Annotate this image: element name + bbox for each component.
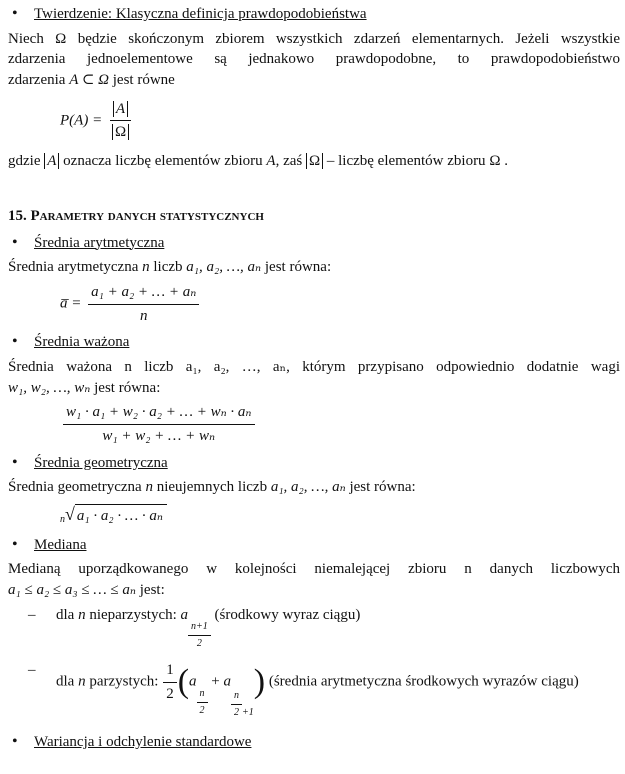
theorem-text-1: Niech Ω będzie skończonym zbiorem wszystkich zdarzeń elementarnych. Jeżeli wszystkie bbox=[8, 30, 620, 47]
where-pre: gdzie bbox=[8, 153, 41, 170]
median-even-plus: + bbox=[211, 674, 220, 691]
median-even-a2: a bbox=[223, 674, 232, 691]
median-even-label: parzystych: bbox=[89, 674, 159, 691]
median-line2-seq: a₁ ≤ a₂ ≤ a₃ ≤ … ≤ aₙ bbox=[8, 582, 136, 599]
geometric-title: Średnia geometryczna bbox=[34, 454, 168, 471]
median-even-sub2 bbox=[231, 689, 254, 720]
median-even-s1-den: 2 bbox=[199, 704, 205, 716]
weighted-fraction bbox=[63, 402, 255, 446]
median-odd-sub-den: 2 bbox=[196, 637, 202, 649]
root-index: n bbox=[60, 514, 65, 526]
median-odd-a: a bbox=[180, 606, 189, 623]
variance-title: Wariancja i odchylenie standardowe bbox=[34, 733, 252, 750]
theorem-text-2: zdarzenia jednoelementowe są jednakowo prawdopodobne, to prawdopodobieństwo bbox=[8, 51, 620, 68]
median-title: Mediana bbox=[34, 536, 87, 553]
median-even-case bbox=[8, 660, 620, 719]
mean-fraction bbox=[88, 282, 199, 326]
probability-numerator: A bbox=[113, 101, 128, 117]
median-odd-label: nieparzystych: bbox=[89, 606, 177, 623]
median-odd-desc: (środkowy wyraz ciągu) bbox=[214, 606, 361, 623]
median-even-s2-num: n bbox=[231, 689, 242, 705]
median-odd-n: n bbox=[78, 606, 86, 623]
weighted-line2-seq: w₁, w₂, …, wₙ bbox=[8, 379, 91, 396]
mean-text-n: n bbox=[142, 259, 150, 276]
theorem-heading bbox=[8, 4, 620, 25]
mean-numerator: a₁ + a₂ + … + aₙ bbox=[88, 282, 199, 305]
theorem-paragraph-line3 bbox=[8, 70, 620, 91]
weighted-text-line1 bbox=[8, 357, 620, 378]
probability-denominator: Ω bbox=[112, 124, 129, 140]
median-even-s2-den: 2 bbox=[234, 706, 240, 718]
root-radicand: a₁ · a₂ · … · aₙ bbox=[75, 504, 167, 527]
median-odd-case bbox=[8, 605, 620, 651]
probability-lhs: P(A) = bbox=[60, 112, 103, 129]
mean-text bbox=[8, 257, 620, 278]
median-half-num: 1 bbox=[163, 660, 177, 683]
radical-sign-icon: √ bbox=[65, 504, 75, 525]
mean-text-pre: Średnia arytmetyczna bbox=[8, 259, 139, 276]
theorem-text-3a: zdarzenia bbox=[8, 72, 66, 89]
median-odd-sub-num: n+1 bbox=[188, 620, 211, 636]
geometric-text-seq: a₁, a₂, …, aₙ bbox=[270, 479, 346, 496]
median-text-line2 bbox=[8, 580, 620, 601]
where-mid: oznacza liczbę elementów zbioru bbox=[63, 153, 263, 170]
variance-heading bbox=[8, 732, 620, 753]
geometric-text-n: n bbox=[145, 479, 153, 496]
theorem-title: Twierdzenie: Klasyczna definicja prawdopodobieństwa bbox=[34, 6, 367, 22]
mean-lhs: a̅ = bbox=[60, 295, 82, 312]
left-paren-icon: ( bbox=[177, 663, 190, 701]
right-paren-icon: ) bbox=[253, 663, 266, 701]
where-mid2: , zaś bbox=[275, 153, 303, 170]
where-set-a: A bbox=[266, 153, 276, 170]
probability-formula bbox=[60, 99, 620, 143]
theorem-paragraph-line2 bbox=[8, 49, 620, 70]
geometric-heading bbox=[8, 453, 620, 474]
weighted-line2-post: jest równa: bbox=[94, 379, 161, 396]
median-even-sub1 bbox=[197, 687, 208, 718]
weighted-heading bbox=[8, 332, 620, 353]
median-heading bbox=[8, 535, 620, 556]
mean-denominator: n bbox=[139, 307, 148, 324]
geometric-text-pre: Średnia geometryczna bbox=[8, 479, 142, 496]
geometric-formula bbox=[60, 502, 620, 529]
median-even-half bbox=[163, 660, 177, 704]
mean-title: Średnia arytmetyczna bbox=[34, 234, 165, 251]
theorem-paragraph-line1 bbox=[8, 29, 620, 50]
median-half-den: 2 bbox=[166, 686, 174, 703]
mean-formula bbox=[60, 282, 620, 326]
weighted-line1: Średnia ważona n liczb a₁, a₂, …, aₙ, którym przypisano odpowiednio dodatnie wagi bbox=[8, 358, 620, 375]
document-page bbox=[8, 0, 620, 756]
geometric-text-post: jest równa: bbox=[349, 479, 416, 496]
median-even-desc: (średnia arytmetyczna środkowych wyrazów ciągu) bbox=[268, 674, 579, 691]
median-odd-subscript bbox=[188, 620, 211, 651]
median-even-pre: dla bbox=[56, 674, 75, 691]
where-post: – liczbę elementów zbioru bbox=[326, 153, 486, 170]
theorem-subset-expr: A ⊂ Ω bbox=[69, 72, 110, 89]
median-text-line1 bbox=[8, 559, 620, 580]
median-even-s1-num: n bbox=[197, 687, 208, 703]
theorem-where-line bbox=[8, 151, 620, 172]
mean-text-mid: liczb bbox=[153, 259, 183, 276]
median-line1: Medianą uporządkowanego w kolejności niemalejącej zbioru n danych liczbowych bbox=[8, 561, 620, 578]
geometric-root bbox=[60, 502, 167, 527]
median-even-n: n bbox=[78, 674, 86, 691]
mean-heading bbox=[8, 233, 620, 254]
geometric-text bbox=[8, 477, 620, 498]
weighted-title: Średnia ważona bbox=[34, 334, 130, 351]
median-even-a1: a bbox=[189, 674, 197, 691]
mean-text-seq: a₁, a₂, …, aₙ bbox=[186, 259, 262, 276]
theorem-text-3b: jest równe bbox=[112, 72, 175, 89]
where-abs-a: A bbox=[44, 153, 59, 169]
median-even-s2-extra: +1 bbox=[242, 706, 254, 718]
weighted-text-line2 bbox=[8, 378, 620, 399]
weighted-numerator: w₁ · a₁ + w₂ · a₂ + … + wₙ · aₙ bbox=[63, 402, 255, 425]
median-line2-post: jest: bbox=[139, 582, 165, 599]
probability-fraction bbox=[109, 99, 132, 143]
where-end: Ω . bbox=[489, 153, 508, 170]
geometric-text-mid: nieujemnych liczb bbox=[156, 479, 268, 496]
where-abs-omega: Ω bbox=[306, 153, 323, 169]
weighted-denominator: w₁ + w₂ + … + wₙ bbox=[102, 428, 216, 444]
mean-text-post: jest równa: bbox=[264, 259, 332, 276]
median-odd-pre: dla bbox=[56, 606, 75, 623]
section-heading: 15. Parametry danych statystycznych bbox=[8, 207, 264, 224]
weighted-formula bbox=[60, 402, 620, 446]
